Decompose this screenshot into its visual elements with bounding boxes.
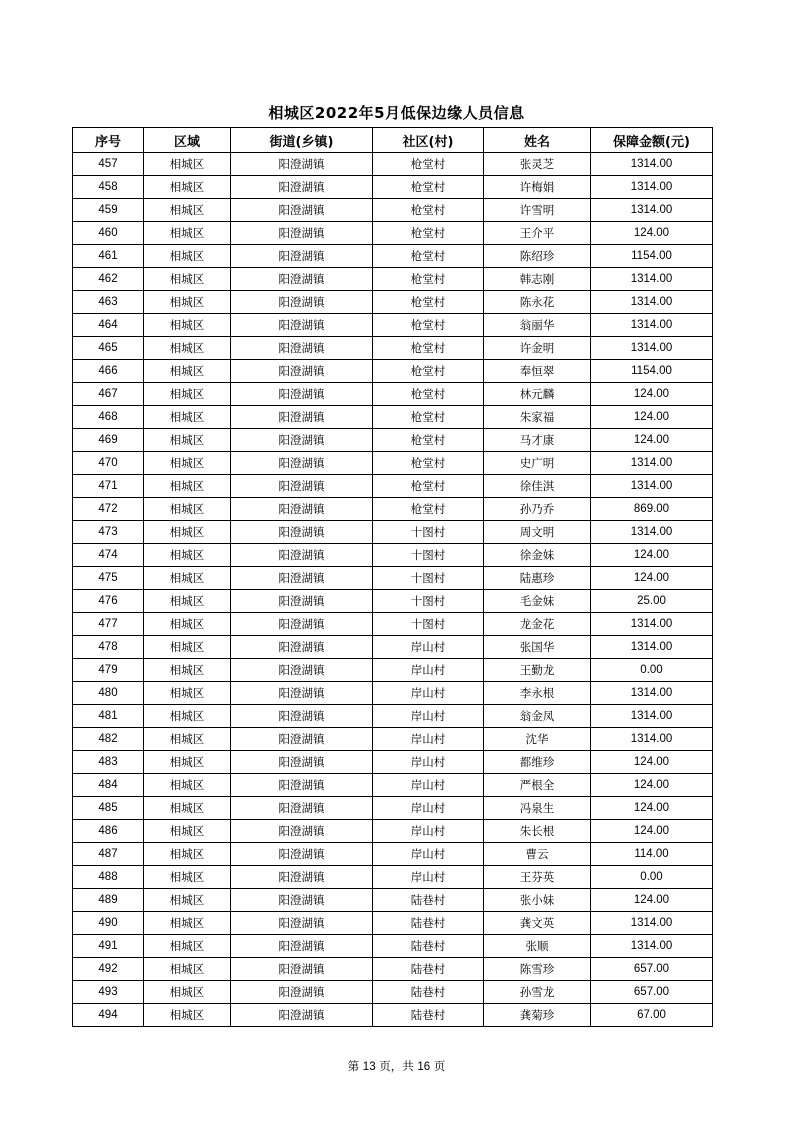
street-cell: 阳澄湖镇 (231, 843, 373, 866)
column-header-district: 区域 (144, 128, 231, 153)
name-cell: 朱家福 (484, 406, 591, 429)
community-cell: 枪堂村 (373, 475, 484, 498)
district-cell: 相城区 (144, 567, 231, 590)
community-cell: 岸山村 (373, 682, 484, 705)
seq-cell: 458 (73, 176, 144, 199)
seq-cell: 476 (73, 590, 144, 613)
district-cell: 相城区 (144, 659, 231, 682)
street-cell: 阳澄湖镇 (231, 567, 373, 590)
table-row (73, 912, 713, 935)
district-cell: 相城区 (144, 452, 231, 475)
community-cell: 十图村 (373, 521, 484, 544)
seq-cell: 464 (73, 314, 144, 337)
table-row (73, 337, 713, 360)
page-footer (0, 1058, 793, 1074)
seq-cell: 463 (73, 291, 144, 314)
amount-cell: 124.00 (591, 544, 713, 567)
seq-cell: 466 (73, 360, 144, 383)
seq-cell: 491 (73, 935, 144, 958)
amount-cell: 1154.00 (591, 245, 713, 268)
amount-cell: 0.00 (591, 866, 713, 889)
community-cell: 陆巷村 (373, 1004, 484, 1027)
amount-cell: 1154.00 (591, 360, 713, 383)
table-row (73, 176, 713, 199)
name-cell: 陈永花 (484, 291, 591, 314)
seq-cell: 462 (73, 268, 144, 291)
amount-cell: 124.00 (591, 429, 713, 452)
name-cell: 王芬英 (484, 866, 591, 889)
table-row (73, 268, 713, 291)
street-cell: 阳澄湖镇 (231, 222, 373, 245)
column-header-community: 社区(村) (373, 128, 484, 153)
community-cell: 岸山村 (373, 774, 484, 797)
name-cell: 徐金妹 (484, 544, 591, 567)
name-cell: 马才康 (484, 429, 591, 452)
table-row (73, 636, 713, 659)
table-row (73, 935, 713, 958)
name-cell: 孙雪龙 (484, 981, 591, 1004)
seq-cell: 468 (73, 406, 144, 429)
street-cell: 阳澄湖镇 (231, 981, 373, 1004)
street-cell: 阳澄湖镇 (231, 245, 373, 268)
street-cell: 阳澄湖镇 (231, 521, 373, 544)
community-cell: 枪堂村 (373, 245, 484, 268)
name-cell: 沈华 (484, 728, 591, 751)
street-cell: 阳澄湖镇 (231, 935, 373, 958)
name-cell: 韩志刚 (484, 268, 591, 291)
community-cell: 岸山村 (373, 636, 484, 659)
street-cell: 阳澄湖镇 (231, 912, 373, 935)
street-cell: 阳澄湖镇 (231, 452, 373, 475)
street-cell: 阳澄湖镇 (231, 291, 373, 314)
seq-cell: 483 (73, 751, 144, 774)
name-cell: 周文明 (484, 521, 591, 544)
street-cell: 阳澄湖镇 (231, 153, 373, 176)
community-cell: 陆巷村 (373, 981, 484, 1004)
community-cell: 十图村 (373, 567, 484, 590)
name-cell: 冯泉生 (484, 797, 591, 820)
amount-cell: 1314.00 (591, 291, 713, 314)
street-cell: 阳澄湖镇 (231, 659, 373, 682)
table-row (73, 521, 713, 544)
district-cell: 相城区 (144, 590, 231, 613)
name-cell: 陈绍珍 (484, 245, 591, 268)
amount-cell: 869.00 (591, 498, 713, 521)
amount-cell: 124.00 (591, 797, 713, 820)
name-cell: 张灵芝 (484, 153, 591, 176)
amount-cell: 1314.00 (591, 682, 713, 705)
community-cell: 十图村 (373, 544, 484, 567)
seq-cell: 477 (73, 613, 144, 636)
community-cell: 岸山村 (373, 659, 484, 682)
district-cell: 相城区 (144, 912, 231, 935)
table-row (73, 705, 713, 728)
table-row (73, 682, 713, 705)
name-cell: 张小妹 (484, 889, 591, 912)
seq-cell: 469 (73, 429, 144, 452)
amount-cell: 1314.00 (591, 728, 713, 751)
footer-prefix: 第 (347, 1059, 360, 1073)
community-cell: 枪堂村 (373, 406, 484, 429)
community-cell: 岸山村 (373, 728, 484, 751)
name-cell: 许金明 (484, 337, 591, 360)
amount-cell: 1314.00 (591, 636, 713, 659)
district-cell: 相城区 (144, 153, 231, 176)
name-cell: 龙金花 (484, 613, 591, 636)
community-cell: 枪堂村 (373, 153, 484, 176)
district-cell: 相城区 (144, 291, 231, 314)
seq-cell: 478 (73, 636, 144, 659)
seq-cell: 470 (73, 452, 144, 475)
amount-cell: 114.00 (591, 843, 713, 866)
seq-cell: 490 (73, 912, 144, 935)
seq-cell: 475 (73, 567, 144, 590)
district-cell: 相城区 (144, 728, 231, 751)
district-cell: 相城区 (144, 613, 231, 636)
community-cell: 陆巷村 (373, 889, 484, 912)
community-cell: 枪堂村 (373, 452, 484, 475)
amount-cell: 1314.00 (591, 153, 713, 176)
name-cell: 陈雪珍 (484, 958, 591, 981)
street-cell: 阳澄湖镇 (231, 544, 373, 567)
name-cell: 王勤龙 (484, 659, 591, 682)
street-cell: 阳澄湖镇 (231, 337, 373, 360)
table-row (73, 797, 713, 820)
community-cell: 岸山村 (373, 866, 484, 889)
column-header-amount: 保障金额(元) (591, 128, 713, 153)
amount-cell: 1314.00 (591, 176, 713, 199)
name-cell: 朱长根 (484, 820, 591, 843)
name-cell: 毛金妹 (484, 590, 591, 613)
district-cell: 相城区 (144, 958, 231, 981)
table-row (73, 199, 713, 222)
table-row (73, 475, 713, 498)
table-row (73, 498, 713, 521)
seq-cell: 471 (73, 475, 144, 498)
table-row (73, 613, 713, 636)
seq-cell: 485 (73, 797, 144, 820)
table-row (73, 751, 713, 774)
community-cell: 陆巷村 (373, 958, 484, 981)
column-header-street: 街道(乡镇) (231, 128, 373, 153)
table-row (73, 544, 713, 567)
street-cell: 阳澄湖镇 (231, 406, 373, 429)
street-cell: 阳澄湖镇 (231, 199, 373, 222)
footer-suffix: 页 (433, 1059, 446, 1073)
amount-cell: 1314.00 (591, 935, 713, 958)
district-cell: 相城区 (144, 498, 231, 521)
street-cell: 阳澄湖镇 (231, 705, 373, 728)
seq-cell: 474 (73, 544, 144, 567)
street-cell: 阳澄湖镇 (231, 590, 373, 613)
footer-total-pages: 16 (417, 1061, 431, 1073)
seq-cell: 480 (73, 682, 144, 705)
street-cell: 阳澄湖镇 (231, 314, 373, 337)
district-cell: 相城区 (144, 245, 231, 268)
table-row (73, 245, 713, 268)
name-cell: 王介平 (484, 222, 591, 245)
street-cell: 阳澄湖镇 (231, 475, 373, 498)
amount-cell: 657.00 (591, 958, 713, 981)
street-cell: 阳澄湖镇 (231, 728, 373, 751)
footer-page-number: 13 (362, 1061, 376, 1073)
seq-cell: 459 (73, 199, 144, 222)
seq-cell: 493 (73, 981, 144, 1004)
community-cell: 枪堂村 (373, 337, 484, 360)
table-row (73, 728, 713, 751)
district-cell: 相城区 (144, 636, 231, 659)
table-row (73, 590, 713, 613)
amount-cell: 1314.00 (591, 337, 713, 360)
table-row (73, 452, 713, 475)
amount-cell: 124.00 (591, 383, 713, 406)
table-row (73, 314, 713, 337)
table-row (73, 981, 713, 1004)
name-cell: 史广明 (484, 452, 591, 475)
amount-cell: 124.00 (591, 889, 713, 912)
seq-cell: 473 (73, 521, 144, 544)
district-cell: 相城区 (144, 314, 231, 337)
street-cell: 阳澄湖镇 (231, 429, 373, 452)
name-cell: 林元麟 (484, 383, 591, 406)
street-cell: 阳澄湖镇 (231, 1004, 373, 1027)
street-cell: 阳澄湖镇 (231, 866, 373, 889)
name-cell: 龚文英 (484, 912, 591, 935)
district-cell: 相城区 (144, 544, 231, 567)
district-cell: 相城区 (144, 222, 231, 245)
community-cell: 枪堂村 (373, 314, 484, 337)
seq-cell: 488 (73, 866, 144, 889)
name-cell: 龚菊珍 (484, 1004, 591, 1027)
district-cell: 相城区 (144, 682, 231, 705)
district-cell: 相城区 (144, 981, 231, 1004)
amount-cell: 1314.00 (591, 314, 713, 337)
district-cell: 相城区 (144, 1004, 231, 1027)
street-cell: 阳澄湖镇 (231, 774, 373, 797)
table-row (73, 429, 713, 452)
amount-cell: 124.00 (591, 751, 713, 774)
seq-cell: 472 (73, 498, 144, 521)
seq-cell: 465 (73, 337, 144, 360)
seq-cell: 494 (73, 1004, 144, 1027)
seq-cell: 484 (73, 774, 144, 797)
table-row (73, 820, 713, 843)
district-cell: 相城区 (144, 843, 231, 866)
seq-cell: 479 (73, 659, 144, 682)
street-cell: 阳澄湖镇 (231, 820, 373, 843)
column-header-name: 姓名 (484, 128, 591, 153)
seq-cell: 481 (73, 705, 144, 728)
district-cell: 相城区 (144, 337, 231, 360)
amount-cell: 1314.00 (591, 268, 713, 291)
community-cell: 枪堂村 (373, 222, 484, 245)
name-cell: 徐佳淇 (484, 475, 591, 498)
district-cell: 相城区 (144, 383, 231, 406)
amount-cell: 1314.00 (591, 452, 713, 475)
community-cell: 陆巷村 (373, 912, 484, 935)
district-cell: 相城区 (144, 360, 231, 383)
community-cell: 枪堂村 (373, 291, 484, 314)
community-cell: 枪堂村 (373, 360, 484, 383)
community-cell: 岸山村 (373, 797, 484, 820)
footer-middle: 页，共 (379, 1059, 414, 1073)
seq-cell: 460 (73, 222, 144, 245)
table-row (73, 222, 713, 245)
street-cell: 阳澄湖镇 (231, 268, 373, 291)
amount-cell: 67.00 (591, 1004, 713, 1027)
street-cell: 阳澄湖镇 (231, 889, 373, 912)
street-cell: 阳澄湖镇 (231, 797, 373, 820)
amount-cell: 1314.00 (591, 199, 713, 222)
amount-cell: 1314.00 (591, 475, 713, 498)
district-cell: 相城区 (144, 475, 231, 498)
district-cell: 相城区 (144, 406, 231, 429)
community-cell: 岸山村 (373, 705, 484, 728)
amount-cell: 124.00 (591, 820, 713, 843)
street-cell: 阳澄湖镇 (231, 682, 373, 705)
street-cell: 阳澄湖镇 (231, 176, 373, 199)
district-cell: 相城区 (144, 268, 231, 291)
amount-cell: 1314.00 (591, 613, 713, 636)
name-cell: 严根全 (484, 774, 591, 797)
amount-cell: 124.00 (591, 406, 713, 429)
name-cell: 都维珍 (484, 751, 591, 774)
name-cell: 孙乃乔 (484, 498, 591, 521)
table-row (73, 958, 713, 981)
community-cell: 陆巷村 (373, 935, 484, 958)
amount-cell: 1314.00 (591, 705, 713, 728)
table-row (73, 1004, 713, 1027)
district-cell: 相城区 (144, 751, 231, 774)
street-cell: 阳澄湖镇 (231, 360, 373, 383)
name-cell: 李永根 (484, 682, 591, 705)
community-cell: 岸山村 (373, 751, 484, 774)
name-cell: 奉恒翠 (484, 360, 591, 383)
community-cell: 岸山村 (373, 820, 484, 843)
street-cell: 阳澄湖镇 (231, 751, 373, 774)
table-row (73, 567, 713, 590)
community-cell: 枪堂村 (373, 268, 484, 291)
street-cell: 阳澄湖镇 (231, 958, 373, 981)
amount-cell: 0.00 (591, 659, 713, 682)
table-row (73, 406, 713, 429)
community-cell: 枪堂村 (373, 383, 484, 406)
name-cell: 张国华 (484, 636, 591, 659)
district-cell: 相城区 (144, 199, 231, 222)
table-row (73, 291, 713, 314)
community-cell: 枪堂村 (373, 176, 484, 199)
amount-cell: 657.00 (591, 981, 713, 1004)
name-cell: 曹云 (484, 843, 591, 866)
district-cell: 相城区 (144, 176, 231, 199)
community-cell: 枪堂村 (373, 199, 484, 222)
data-table (72, 127, 713, 1027)
column-header-seq: 序号 (73, 128, 144, 153)
page-title: 相城区2022年5月低保边缘人员信息 (268, 104, 525, 122)
community-cell: 枪堂村 (373, 498, 484, 521)
name-cell: 陆惠珍 (484, 567, 591, 590)
amount-cell: 25.00 (591, 590, 713, 613)
seq-cell: 457 (73, 153, 144, 176)
table-header-row (73, 128, 713, 153)
community-cell: 十图村 (373, 613, 484, 636)
district-cell: 相城区 (144, 866, 231, 889)
district-cell: 相城区 (144, 935, 231, 958)
seq-cell: 461 (73, 245, 144, 268)
table-row (73, 360, 713, 383)
district-cell: 相城区 (144, 705, 231, 728)
seq-cell: 487 (73, 843, 144, 866)
district-cell: 相城区 (144, 521, 231, 544)
table-row (73, 866, 713, 889)
street-cell: 阳澄湖镇 (231, 498, 373, 521)
seq-cell: 492 (73, 958, 144, 981)
seq-cell: 486 (73, 820, 144, 843)
table-row (73, 153, 713, 176)
name-cell: 许雪明 (484, 199, 591, 222)
table-row (73, 889, 713, 912)
name-cell: 翁丽华 (484, 314, 591, 337)
table-row (73, 774, 713, 797)
table-row (73, 383, 713, 406)
seq-cell: 482 (73, 728, 144, 751)
amount-cell: 124.00 (591, 222, 713, 245)
amount-cell: 124.00 (591, 567, 713, 590)
district-cell: 相城区 (144, 820, 231, 843)
street-cell: 阳澄湖镇 (231, 636, 373, 659)
district-cell: 相城区 (144, 889, 231, 912)
name-cell: 张顺 (484, 935, 591, 958)
seq-cell: 489 (73, 889, 144, 912)
amount-cell: 124.00 (591, 774, 713, 797)
district-cell: 相城区 (144, 774, 231, 797)
table-row (73, 843, 713, 866)
street-cell: 阳澄湖镇 (231, 613, 373, 636)
name-cell: 翁金凤 (484, 705, 591, 728)
table-row (73, 659, 713, 682)
district-cell: 相城区 (144, 429, 231, 452)
community-cell: 岸山村 (373, 843, 484, 866)
street-cell: 阳澄湖镇 (231, 383, 373, 406)
community-cell: 枪堂村 (373, 429, 484, 452)
name-cell: 许梅娟 (484, 176, 591, 199)
amount-cell: 1314.00 (591, 521, 713, 544)
district-cell: 相城区 (144, 797, 231, 820)
seq-cell: 467 (73, 383, 144, 406)
community-cell: 十图村 (373, 590, 484, 613)
amount-cell: 1314.00 (591, 912, 713, 935)
